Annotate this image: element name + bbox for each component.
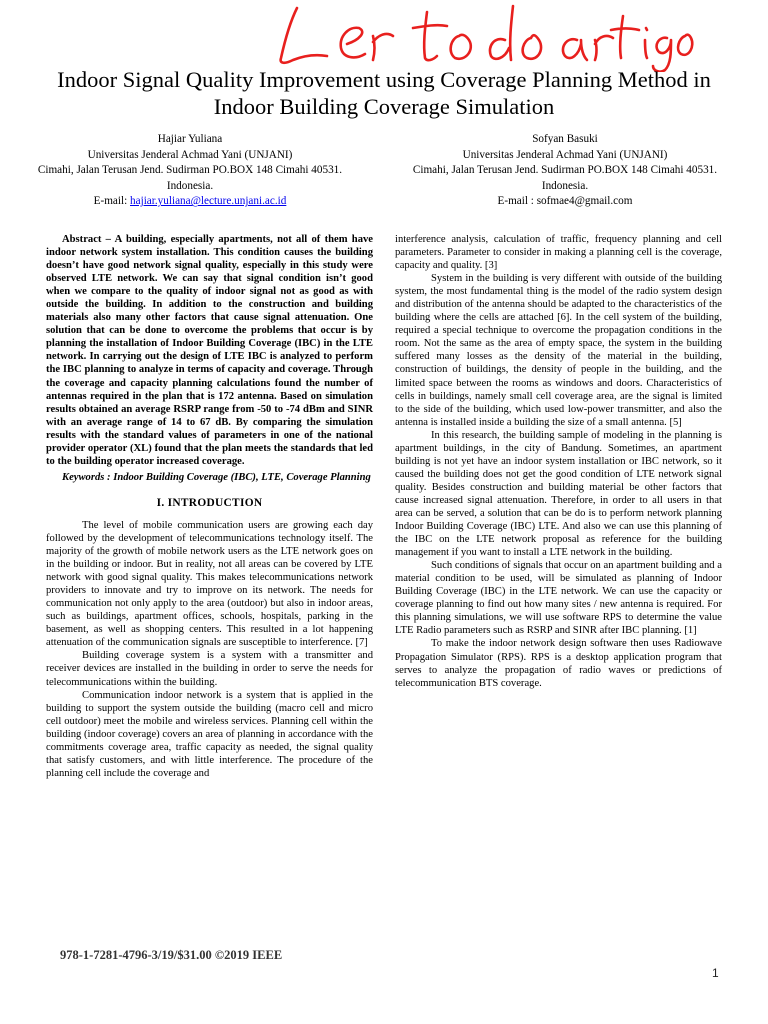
body-paragraph: System in the building is very different with outside of the building system, the most fundamental thing is the model of the radio system design and distribution of the antenna should be adapted to the characteristics of the building where the cells are attached [6]. In the cell system of the building, required a special technique to overcome the propagation conditions in the room. Not the same as the area of empty space, the system in the building suffered many losses as the density of the material in the building, construction of buildings, the density of people in the building, and the limited space between the rooms as windows and doors. Characteristics of cells in buildings, namely small cell coverage area, are the signal is limited to the side of the building, which used low-power transmitter, and also the antenna is installed inside a building the size of a small antenna. [5] bbox=[395, 273, 722, 428]
abstract: Abstract – A building, especially apartments, not all of them have indoor network system installation. This condition causes the building doesn’t have good network signal quality, especially in this study were observed LTE network. We can say that signal condition isn’t good when we compare to the quality of indoor signal not as good as with outside the building. In addition to the construction and building materials also many other factors that cause signal attenuation. One solution that can be done to overcome the problems that occur is by planning the installation of Indoor Building Coverage (IBC) in the LTE network. In carrying out the design of LTE IBC is analyzed to perform the IBC planning to analyze in terms of capacity and coverage. Through the coverage and capacity planning calculations found the number of antennas required in the plan that is 172 antenna. Based on simulation results obtained an average RSRP range from -50 to -74 dBm and SINR with an average range of 14 to 67 dB. By comparing the simulation results with the standard values of parameters in one of the national provider operator (XL) found that the plan meets the standards that led to the building operator increased coverage. bbox=[46, 234, 373, 467]
body-paragraph: Building coverage system is a system with a transmitter and receiver devices are installed in the building in order to serve the needs for telecommunications within the building. bbox=[46, 650, 373, 688]
author-address: Cimahi, Jalan Terusan Jend. Sudirman PO.BOX 148 Cimahi 40531. Indonesia. bbox=[37, 164, 343, 192]
author-email-line bbox=[395, 194, 735, 210]
body-paragraph: To make the indoor network design software then uses Radiowave Propagation Simulator (RPS). RPS is a desktop application program that serves to analyze the propagation of radio waves or predictions of telecommunication BTS coverage. bbox=[395, 638, 722, 689]
author-email-line bbox=[20, 194, 360, 210]
author-name: Sofyan Basuki bbox=[532, 133, 598, 145]
page-number: 1 bbox=[712, 966, 719, 980]
keywords: Keywords : Indoor Building Coverage (IBC), LTE, Coverage Planning bbox=[62, 471, 371, 483]
author-email: sofmae4@gmail.com bbox=[536, 195, 633, 208]
email-label: E-mail: bbox=[93, 195, 131, 208]
left-column bbox=[46, 233, 373, 780]
body-paragraph: Such conditions of signals that occur on an apartment building and a material condition to be used, will be simulated as planning of Indoor Building Coverage (IBC) in the LTE network. We can use the capacity or coverage planning to find out how many sites / new antenna is required. For this planning simulations, we will use software RPS to determine the value LTE Radio parameters such as RSRP and SINR after IBC planning. [1] bbox=[395, 560, 722, 637]
author-address: Cimahi, Jalan Terusan Jend. Sudirman PO.BOX 148 Cimahi 40531. Indonesia. bbox=[412, 164, 718, 192]
body-paragraph: Communication indoor network is a system that is applied in the building to support the system outside the building (macro cell and micro cell outdoor) meet the mobile and wireless services. Planning cell within the building (indoor coverage) covers an area of planning in accordance with the commitments coverage area, traffic capacity as needed, the signal quality that satisfy customers, and with little interference. The procedure of the planning cell include the coverage and bbox=[46, 689, 373, 779]
section-heading-introduction: I. INTRODUCTION bbox=[156, 496, 263, 509]
body-paragraph: interference analysis, calculation of traffic, frequency planning and cell parameters. Parameter to consider in making a planning cell is the coverage, capacity and quality. [3] bbox=[395, 234, 722, 272]
author-name: Hajiar Yuliana bbox=[157, 133, 223, 145]
body-paragraph: In this research, the building sample of modeling in the planning is apartment buildings, in the city of Bandung. Sometimes, an apartment building is not yet have an indoor system installation or IBC network, so it caused the building does not get the good condition of LTE network signal quality. Besides construction and building material be other factors that cause increased signal attenuation. Therefore, in order to all users in that area can be served, a solution that can be do is to perform network planning Indoor Building Coverage (IBC) LTE. And also we can use this planning of the IBC on the LTE network proposal as reference for the building management if you want to install a LTE network in the building. bbox=[395, 429, 722, 559]
right-column bbox=[395, 233, 722, 690]
author-affiliation: Universitas Jenderal Achmad Yani (UNJANI) bbox=[87, 148, 293, 161]
copyright-footer: 978-1-7281-4796-3/19/$31.00 ©2019 IEEE bbox=[60, 948, 283, 962]
author-email-link[interactable]: hajiar.yuliana@lecture.unjani.ac.id bbox=[130, 195, 287, 208]
author-block-1 bbox=[20, 132, 360, 210]
handwritten-note bbox=[255, 0, 695, 72]
author-block-2 bbox=[395, 132, 735, 210]
body-paragraph: The level of mobile communication users are growing each day followed by the development of telecommunications technology itself. The majority of the growth of mobile network users as the LTE network goes on in the building or indoor. But in reality, not all areas can be covered by LTE network with good signal quality. This makes telecommunications network providers to innovate and try to improve on its network. The needs for communication not only apply to the area (outdoor) but also in indoor areas, such as buildings, apartment offices, schools, hospitals, parking in the basement, as well as shopping centers. This resulted in a lot happening attenuation of the communication signals are susceptible to interference. [7] bbox=[46, 519, 373, 649]
paper-title: Indoor Signal Quality Improvement using Coverage Planning Method in Indoor Building Coverage Simulation bbox=[57, 67, 711, 119]
email-label: E-mail : bbox=[497, 195, 537, 208]
author-affiliation: Universitas Jenderal Achmad Yani (UNJANI) bbox=[462, 148, 668, 161]
